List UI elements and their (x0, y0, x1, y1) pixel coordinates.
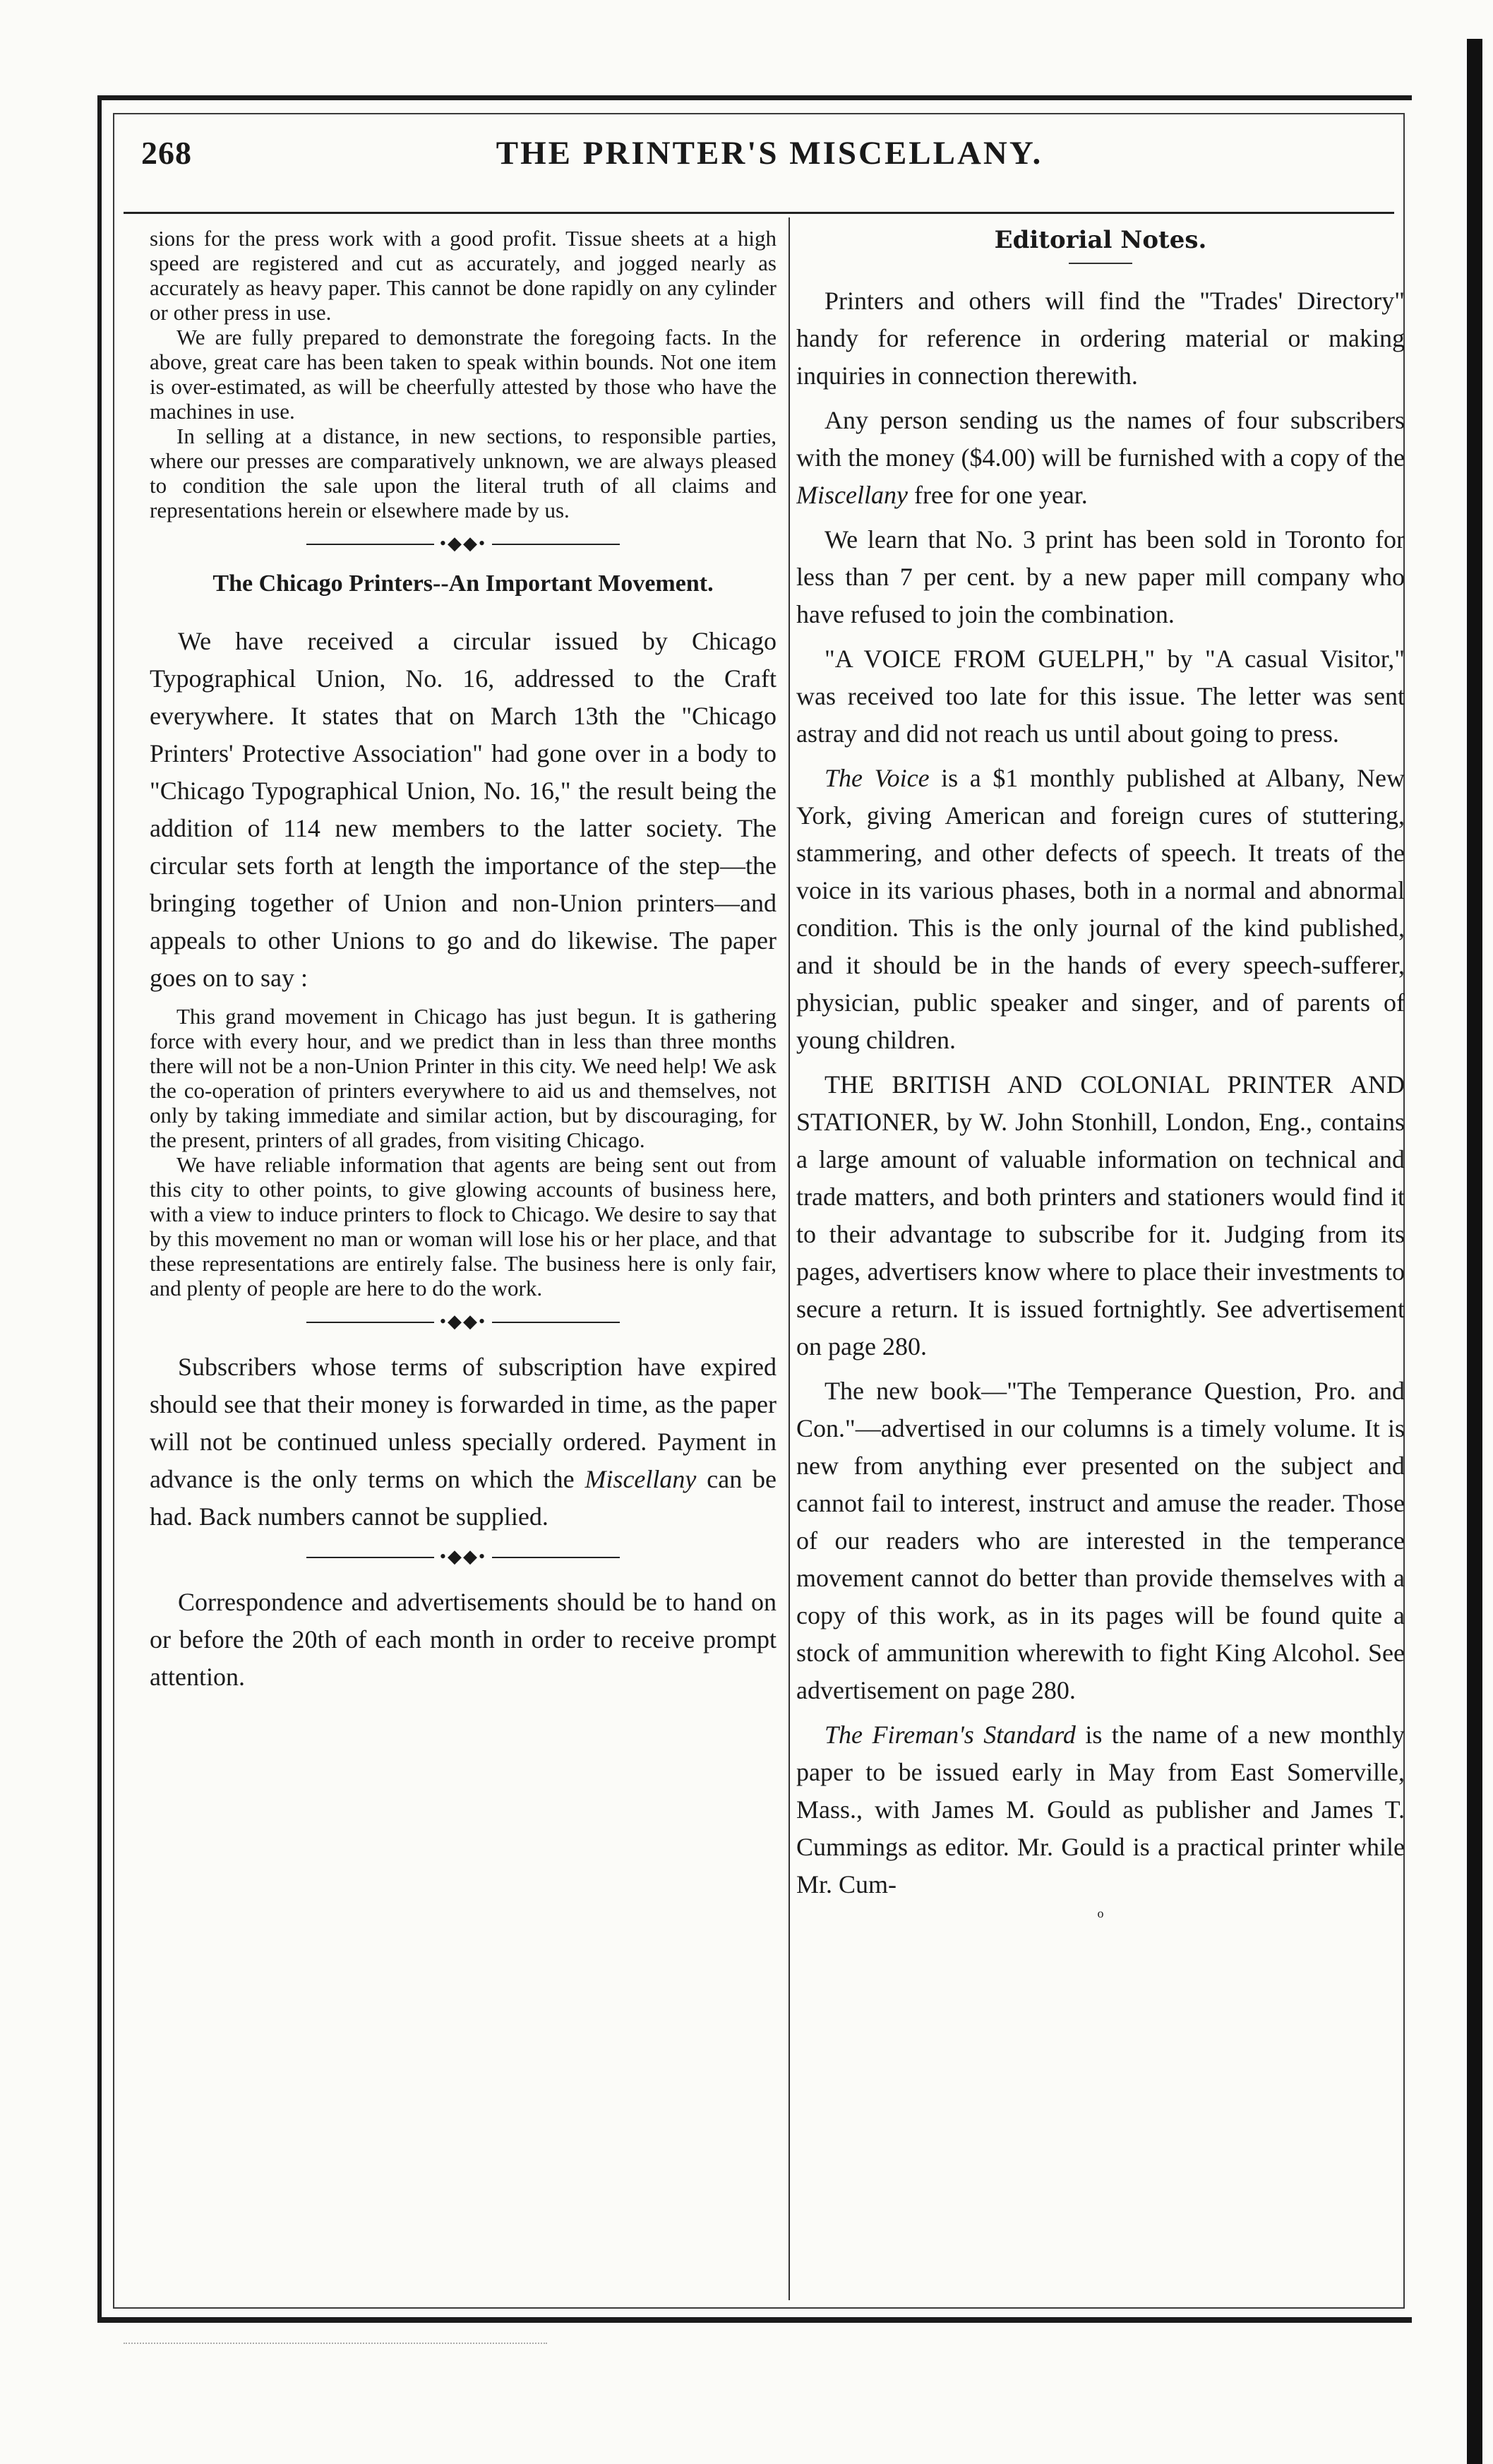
text-run: can be had. Back numbers cannot be supplied. (150, 1465, 777, 1531)
note-paragraph: "A VOICE FROM GUELPH," by "A casual Visitor," was received too late for this issue. The letter was sent astray and did not reach us until about going to press. (796, 645, 1405, 748)
note-paragraph: The new book—"The Temperance Question, Pro. and Con."—advertised in our columns is a timely volume. It is new from anything ever presented on the subject and cannot fail to interest, instruct and amuse the reader. Those of our readers who are interested in the temperance movement cannot do better than provide themselves with a copy of this work, as in its pages will be found quite a stock of ammunition wherewith to fight King Alcohol. See advertisement on page 280. (796, 1377, 1405, 1704)
section-ornament (150, 1309, 777, 1337)
article-heading: The Chicago Printers--An Important Movement. (212, 570, 714, 597)
paragraph: Correspondence and advertisements should be to hand on or before the 20th of each month in order to receive prompt attention. (150, 1588, 777, 1691)
page-edge-shadow (1467, 39, 1482, 2464)
column-divider (789, 217, 790, 2300)
paragraph (150, 1348, 777, 1536)
italic-text: The Voice (825, 764, 930, 792)
note-paragraph: Printers and others will find the "Trades' Directory" handy for reference in ordering material or making inquiries in connection therewith. (796, 287, 1405, 390)
left-continued-article (150, 226, 777, 522)
ornament-glyph: •◆◆• (434, 1544, 492, 1569)
right-column (796, 226, 1405, 2302)
left-column (150, 226, 777, 2302)
page-number: 268 (141, 135, 192, 171)
subscription-notice (150, 1348, 777, 1536)
note-paragraph: THE BRITISH AND COLONIAL PRINTER AND STATIONER, by W. John Stonhill, London, Eng., contains a large amount of valuable information on technical and trade matters, and both printers and stationers would find it to their advantage to subscribe for it. Judging from its pages, advertisers know where to place their investments to secure a return. It is issued fortnightly. See advertisement on page 280. (796, 1070, 1405, 1360)
chicago-article (150, 623, 777, 997)
quote-paragraph: We have reliable information that agents are being sent out from this city to other points, to give glowing accounts of business here, with a view to induce printers to flock to Chicago. We desire to say that by this movement no man or woman will lose his or her place, and that these representations are entirely false. The business here is only fair, and plenty of people are here to do the work. (150, 1152, 777, 1300)
text-run: is the name of a new monthly paper to be issued early in May from East Somerville, Mass., with James M. Gould as publisher and James T. Cummings as editor. Mr. Gould is a practical printer while Mr. Cum- (796, 1721, 1405, 1898)
note-paragraph: We learn that No. 3 print has been sold in Toronto for less than 7 per cent. by a new paper mill company who have refused to join the combination. (796, 525, 1405, 628)
italic-text: Miscellany (584, 1465, 697, 1493)
footer-marks (124, 2343, 547, 2350)
journal-title: THE PRINTER'S MISCELLANY. (496, 135, 1043, 172)
ornament-glyph: •◆◆• (434, 531, 492, 556)
quote-paragraph: This grand movement in Chicago has just begun. It is gathering force with every hour, and we predict than in less than three months there will not be a non-Union Printer in this city. We need help! We ask the co-operation of printers everywhere to aid us and themselves, not only by taking immediate and similar action, but by discouraging, for the present, printers of all grades, from visiting Chicago. (150, 1004, 777, 1152)
paragraph: sions for the press work with a good profit. Tissue sheets at a high speed are registered and cut as accurately, and jogged nearly as accurately as heavy paper. This cannot be done rapidly on any cylinder or other press in use. (150, 226, 777, 325)
text-run: free for one year. (907, 481, 1088, 509)
paragraph: We are fully prepared to demonstrate the foregoing facts. In the above, great care has been taken to speak within bounds. Not one item is over-estimated, as will be cheerfully attested by those who have the machines in use. (150, 325, 777, 424)
editorial-notes-heading: Editorial Notes. (796, 226, 1405, 264)
quoted-circular (150, 1004, 777, 1300)
ornament-glyph: •◆◆• (434, 1309, 492, 1334)
text-run: is a $1 monthly published at Albany, New York, giving American and foreign cures of stuttering, stammering, and other defects of speech. It treats of the voice in its various phases, both in a normal and abnormal condition. This is the only journal of the kind published, and it should be in the hands of every speech-sufferer, physician, public speaker and singer, and of parents of young children. (796, 764, 1405, 1054)
section-ornament (150, 531, 777, 559)
text-run: Any person sending us the names of four subscribers with the money ($4.00) will be furnished with a copy of the (796, 406, 1405, 472)
italic-text: The Fireman's Standard (825, 1721, 1076, 1749)
section-ornament (150, 1544, 777, 1572)
editorial-notes (796, 282, 1405, 1903)
note-paragraph (796, 1716, 1405, 1903)
note-paragraph (796, 402, 1405, 514)
header-rule (124, 212, 1394, 214)
note-paragraph (796, 760, 1405, 1059)
page-header (141, 134, 1398, 184)
text-run: Subscribers whose terms of subscription have expired should see that their money is forwarded in time, as the paper will not be continued unless specially ordered. Payment in advance is the only terms on which the (150, 1353, 777, 1493)
column-tail-mark: o (1097, 1906, 1104, 1920)
paragraph: In selling at a distance, in new sections, to responsible parties, where our presses are comparatively unknown, we are always pleased to condition the sale upon the literal truth of all claims and representations herein or elsewhere made by us. (150, 424, 777, 522)
paragraph: We have received a circular issued by Chicago Typographical Union, No. 16, addressed to the Craft everywhere. It states that on March 13th the "Chicago Printers' Protective Association" had gone over in a body to "Chicago Typographical Union, No. 16," the result being the addition of 114 new members to the latter society. The circular sets forth at length the importance of the step—the bringing together of Union and non-Union printers—and appeals to other Unions to go and do likewise. The paper goes on to say : (150, 627, 777, 992)
correspondence-notice (150, 1584, 777, 1696)
italic-text: Miscellany (796, 481, 908, 509)
